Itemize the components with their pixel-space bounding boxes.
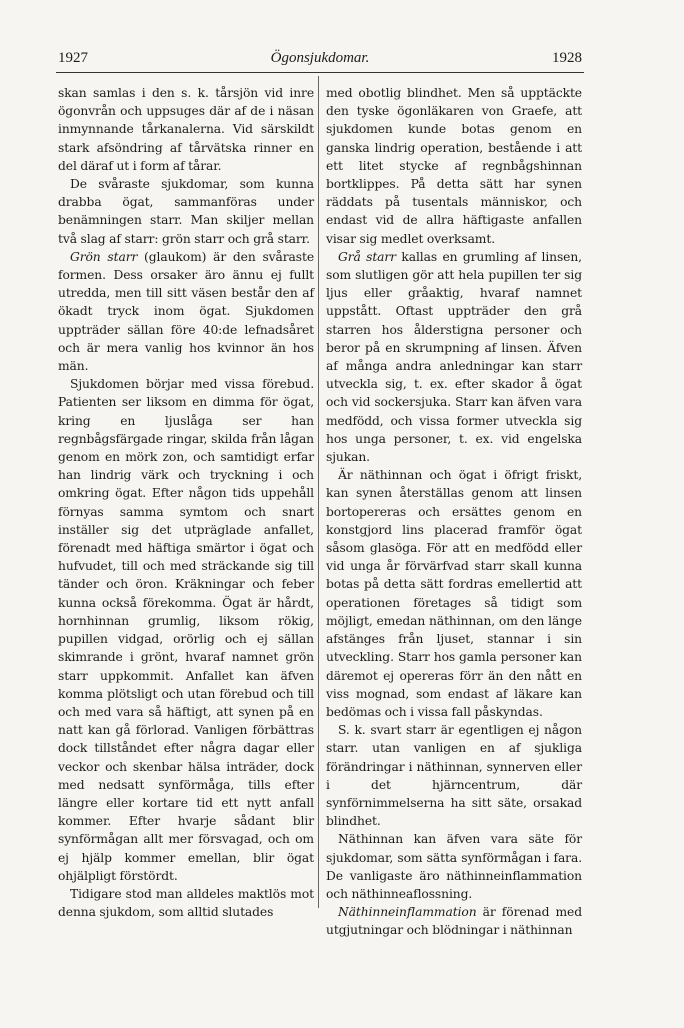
page-number-left: 1927: [58, 50, 88, 66]
paragraph: skan samlas i den s. k. tårsjön vid inre ögonvrån och uppsuges där af de i näsan inmynnande tårkanalerna. Vid särskildt stark afsöndring af tårvätska rinner en del däraf ut i form af tårar.: [58, 86, 314, 173]
paragraph: Näthinneinflammation är förenad med utgjutningar och blödningar i näthinnan: [326, 905, 582, 938]
paragraph: Grön starr (glaukom) är den svåraste formen. Dess orsaker äro ännu ej fullt utredda, men till sitt väsen består den af ökadt tryck inom ögat. Sjukdomen uppträder sällan före 40:de lefnadsåret och är mera vanlig hos kvinnor än hos män.: [58, 249, 314, 374]
left-column: [58, 84, 314, 921]
paragraph: Sjukdomen börjar med vissa förebud. Patienten ser liksom en dimma för ögat, kring en ljuslåga ser han regnbågsfärgade ringar, skilda från lågan genom en mörk zon, och samtidigt erfar han lindrig värk och tryckning i och omkring ögat. Efter någon tids uppehåll förnyas samma symtom och snart inställer sig det utpräglade anfallet, förenadt med häftiga smärtor i ögat och hufvudet, till och med sträckande sig till tänder och öron. Kräkningar och feber kunna också förekomma. Ögat är hårdt, hornhinnan grumlig, liksom rökig, pupillen vidgad, orörlig och ej sällan skimrande i grönt, hvaraf namnet grön starr uppkommit. Anfallet kan äfven komma plötsligt och utan förebud och till och med vara så häftigt, att synen på en natt kan gå förlorad. Vanligen förbättras dock tillståndet efter några dagar eller veckor och skenbar hälsa inträder, dock med nedsatt synförmåga, tills efter längre eller kortare tid ett nytt anfall kommer. Efter hvarje sådant blir synförmågan allt mer försvagad, och om ej hjälp kommer emellan, blir ögat ohjälpligt förstördt.: [58, 377, 314, 883]
paragraph: Näthinnan kan äfven vara säte för sjukdomar, som sätta synförmågan i fara. De vanligaste äro näthinneinflammation och näthinneaflossning.: [326, 832, 582, 901]
paragraph: Grå starr kallas en grumling af linsen, som slutligen gör att hela pupillen ter sig ljus eller gråaktig, hvaraf namnet uppstått. Oftast uppträder den grå starren hos ålderstigna personer och beror på en skrumpning af linsen. Äfven af många andra anledningar kan starr utveckla sig, t. ex. efter skador å ögat och vid sockersjuka. Starr kan äfven vara medfödd, och vissa former utveckla sig hos unga personer, t. ex. vid engelska sjukan.: [326, 249, 582, 465]
page-number-right: 1928: [552, 50, 582, 66]
paragraph: Är näthinnan och ögat i öfrigt friskt, kan synen återställas genom att linsen bortopereras och ersättes genom en konstgjord lins placerad framför ögat såsom glasöga. För att en medfödd eller vid unga år förvärfvad starr skall kunna botas på detta sätt fordras emellertid att operationen företages så tidigt som möjligt, emedan näthinnan, om den länge afstänges från ljuset, stannar i sin utveckling. Starr hos gamla personer kan däremot ej opereras förr än den nått en viss mognad, som endast af läkare kan bedömas och i vissa fall påskyndas.: [326, 468, 582, 719]
running-title: Ögonsjukdomar.: [270, 50, 370, 66]
term-gra-starr: Grå starr: [338, 249, 396, 264]
paragraph: med obotlig blindhet. Men så upptäckte den tyske ögonläkaren von Graefe, att sjukdomen kunde botas genom en ganska lindrig operation, bestående i att ett litet stycke af regnbågshinnan bortklippes. På detta sätt har synen räddats på tusentals människor, och endast vid de allra häftigaste anfallen visar sig medlet overksamt.: [326, 86, 582, 246]
running-header: [58, 50, 582, 72]
paragraph: S. k. svart starr är egentligen ej någon starr. utan vanligen en af sjukliga förändringar i näthinnan, synnerven eller i det hjärncentrum, där synförnimmelserna ha sitt säte, orsakad blindhet.: [326, 723, 582, 829]
header-rule: [56, 72, 584, 73]
column-divider: [318, 76, 319, 908]
paragraph: Tidigare stod man alldeles maktlös mot denna sjukdom, som alltid slutades: [58, 886, 314, 920]
right-column: [326, 84, 582, 940]
term-nathinneinflammation: Näthinneinflammation: [338, 905, 477, 920]
term-gron-starr: Grön starr: [70, 249, 138, 264]
paragraph: De svåraste sjukdomar, som kunna drabba ögat, sammanföras under benämningen starr. Man skiljer mellan två slag af starr: grön starr och grå starr.: [58, 177, 314, 246]
